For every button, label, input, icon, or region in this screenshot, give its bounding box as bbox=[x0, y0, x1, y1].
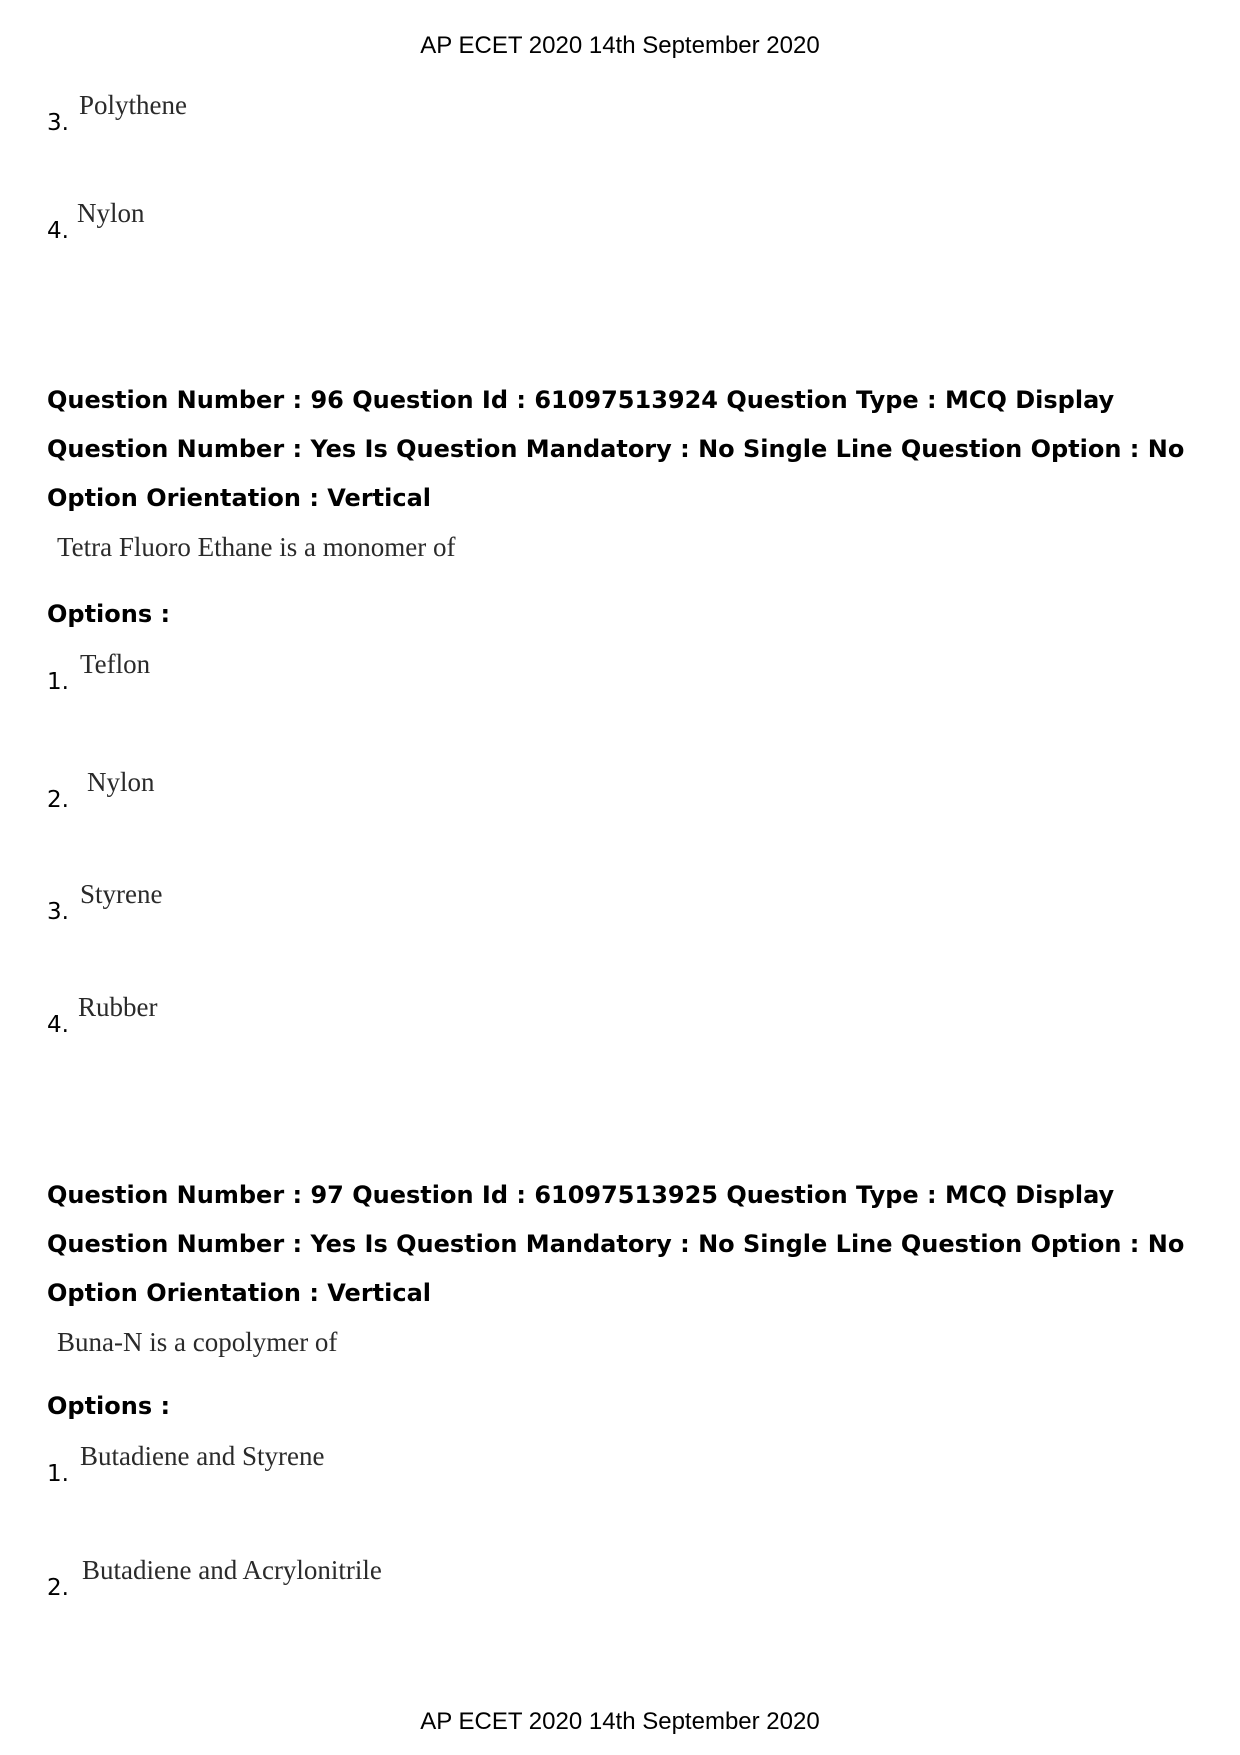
option-number: 1. bbox=[47, 669, 69, 695]
question-text: Tetra Fluoro Ethane is a monomer of bbox=[57, 532, 456, 562]
question-meta: Question Number : 96 Question Id : 61097513924 Question Type : MCQ Display Question Number : Yes Is Question Mandatory : No Single Line Question Option : No Option Orientation : Vertical bbox=[47, 386, 1185, 512]
option-text: Rubber bbox=[78, 992, 158, 1022]
page-footer: AP ECET 2020 14th September 2020 bbox=[420, 1708, 820, 1735]
option-number: 3. bbox=[47, 110, 69, 136]
option-text: Butadiene and Styrene bbox=[80, 1441, 325, 1471]
option-text: Nylon bbox=[87, 767, 155, 797]
option-number: 1. bbox=[47, 1461, 69, 1487]
page-header: AP ECET 2020 14th September 2020 bbox=[420, 32, 820, 59]
question-text: Buna-N is a copolymer of bbox=[57, 1327, 338, 1357]
option-number: 4. bbox=[47, 1012, 69, 1038]
option-number: 2. bbox=[47, 787, 69, 813]
option-number: 4. bbox=[47, 218, 69, 244]
option-text: Butadiene and Acrylonitrile bbox=[82, 1555, 382, 1585]
options-label: Options : bbox=[47, 600, 171, 628]
question-meta: Question Number : 97 Question Id : 61097513925 Question Type : MCQ Display Question Number : Yes Is Question Mandatory : No Single Line Question Option : No Option Orientation : Vertical bbox=[47, 1181, 1185, 1307]
option-text: Teflon bbox=[80, 649, 151, 679]
option-text: Styrene bbox=[80, 879, 163, 909]
options-label: Options : bbox=[47, 1392, 171, 1420]
option-text: Polythene bbox=[79, 90, 187, 120]
option-number: 3. bbox=[47, 899, 69, 925]
option-text: Nylon bbox=[77, 198, 145, 228]
option-number: 2. bbox=[47, 1575, 69, 1601]
